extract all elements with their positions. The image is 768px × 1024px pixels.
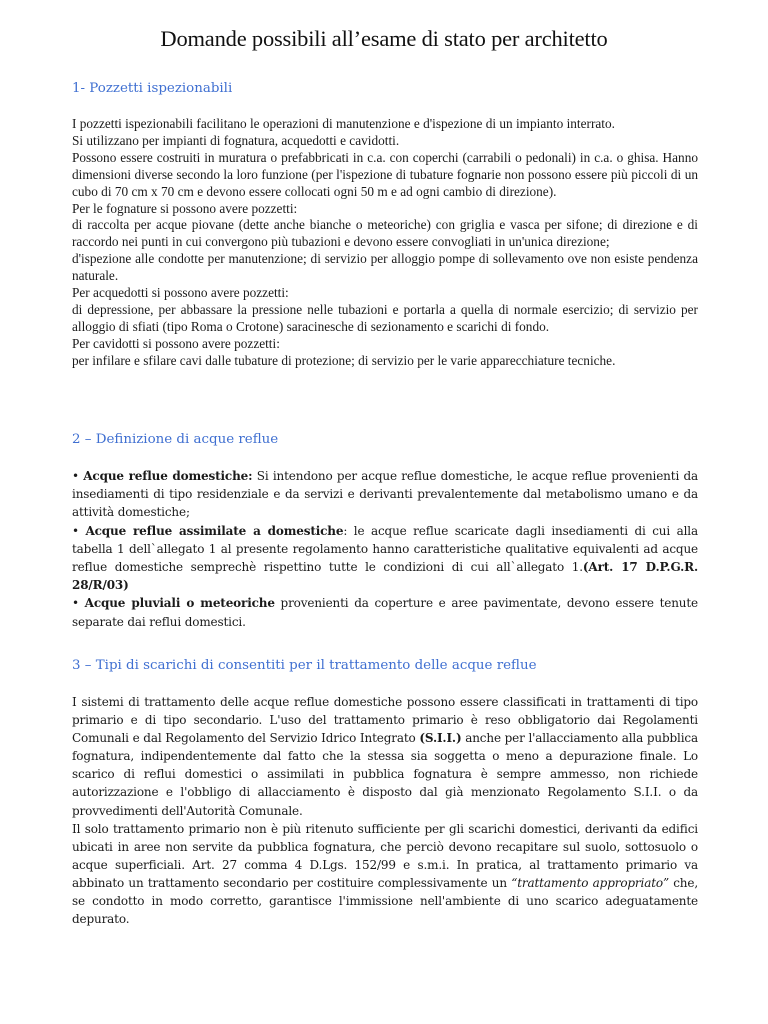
paragraph: I pozzetti ispezionabili facilitano le operazioni di manutenzione e d'ispezione di un impianto interrato. bbox=[72, 116, 615, 131]
definition: Si intendono per acque reflue domestiche, le acque reflue provenienti da insediamenti di tipo residenziale e da servizi e derivanti prevalentemente dal metabolismo umano e da attività domestiche; bbox=[72, 469, 698, 520]
list-item bbox=[72, 522, 698, 595]
definition: : le acque reflue scaricate dagli insediamenti di cui alla tabella 1 dell`allegato 1 al presente regolamento hanno caratteristiche qualitative equivalenti ad acque reflue domestiche semprechè rispettino tutte le condizioni di cui all`allegato 1. bbox=[72, 523, 698, 575]
document-title: Domande possibili all’esame di stato per architetto bbox=[160, 26, 608, 51]
text-run: Il solo trattamento primario non è più ritenuto sufficiente per gli scarichi domestici, derivanti da edifici ubicati in aree non servite da pubblica fognatura, che perciò devono recapitare sul suolo, sottosuolo o acque superficiali. Art. 27 comma 4 D.Lgs. 152/99 e s.m.i. In pratica, al trattamento primario va abbinato un trattamento secondario per costituire complessivamente un bbox=[72, 821, 698, 890]
paragraph: Per cavidotti si possono avere pozzetti: bbox=[72, 335, 280, 351]
text-run: che, se condotto in modo corretto, garantisce l'immissione nell'ambiente di uno scarico adeguatamente depurato. bbox=[72, 875, 698, 927]
definition: provenienti da coperture e aree pavimentate, devono essere tenute separate dai reflui domestici. bbox=[72, 596, 698, 629]
paragraph: d'ispezione alle condotte per manutenzione; di servizio per alloggio pompe di sollevamento ove non esiste pendenza naturale. bbox=[72, 251, 698, 284]
section-3-heading: 3 – Tipi di scarichi di consentiti per il trattamento delle acque reflue bbox=[72, 658, 537, 673]
term: Acque reflue domestiche: bbox=[83, 469, 253, 483]
list-item bbox=[72, 594, 698, 630]
section-2-body bbox=[72, 467, 698, 631]
paragraph: Per le fognature si possono avere pozzetti: bbox=[72, 200, 298, 216]
text-run-bold: (S.I.I.) bbox=[419, 731, 462, 746]
text-run: anche per l'allacciamento alla pubblica fognatura, indipendentemente dal fatto che la stessa sia soggetta o meno a depurazione finale. Lo scarico di reflui domestici o assimilati in pubblica fognatura è sempre ammesso, non richiede autorizzazione e l'obbligo di allacciamento è disposto dal già menzionato Regolamento S.I.I. o da provvedimenti dell'Autorità Comunale. bbox=[72, 731, 698, 818]
bullet: • bbox=[72, 469, 79, 483]
paragraph: Possono essere costruiti in muratura o prefabbricati in c.a. con coperchi (carrabili o pedonali) in c.a. o ghisa. Hanno dimensioni diverse secondo la loro funzione (per l'ispezione di tubature fognarie non possono essere più piccoli di un cubo di 70 cm x 70 cm e devono essere collocati ogni 50 m e ad ogni cambio di direzione). bbox=[72, 149, 698, 199]
list-item bbox=[72, 467, 698, 522]
section-1-body bbox=[72, 116, 698, 370]
paragraph bbox=[72, 820, 698, 929]
section-2-heading: 2 – Definizione di acque reflue bbox=[72, 432, 279, 447]
term: Acque reflue assimilate a domestiche bbox=[85, 523, 344, 538]
paragraph: Si utilizzano per impianti di fognatura, acquedotti e cavidotti. bbox=[72, 132, 400, 148]
paragraph: Per acquedotti si possono avere pozzetti: bbox=[72, 285, 289, 301]
paragraph bbox=[72, 693, 698, 820]
paragraph: di raccolta per acque piovane (dette anche bianche o meteoriche) con griglia e vasca per sifone; di direzione e di raccordo nei punti in cui convergono più tubazioni e devono essere convogliati in un'unica direzione; bbox=[72, 217, 698, 250]
bullet: • bbox=[72, 596, 79, 611]
section-3-body bbox=[72, 693, 698, 928]
term: Acque pluviali o meteoriche bbox=[84, 596, 275, 611]
bullet: • bbox=[72, 523, 79, 538]
text-run-italic: “trattamento appropriato” bbox=[511, 875, 669, 890]
reference: (Art. 17 D.P.G.R. 28/R/03) bbox=[72, 560, 698, 593]
paragraph: di depressione, per abbassare la pressione nelle tubazioni e portarla a quella di normale esercizio; di servizio per alloggio di sfiati (tipo Roma o Crotone) saracinesche di sezionamento e scarichi di fondo. bbox=[72, 301, 698, 334]
paragraph: per infilare e sfilare cavi dalle tubature di protezione; di servizio per le varie apparecchiature tecniche. bbox=[72, 352, 616, 368]
section-1-heading: 1- Pozzetti ispezionabili bbox=[72, 81, 233, 96]
text-run: I sistemi di trattamento delle acque reflue domestiche possono essere classificati in trattamenti di tipo primario e di tipo secondario. L'uso del trattamento primario è reso obbligatorio dai Regolamenti Comunali e dal Regolamento del Servizio Idrico Integrato bbox=[72, 695, 698, 746]
